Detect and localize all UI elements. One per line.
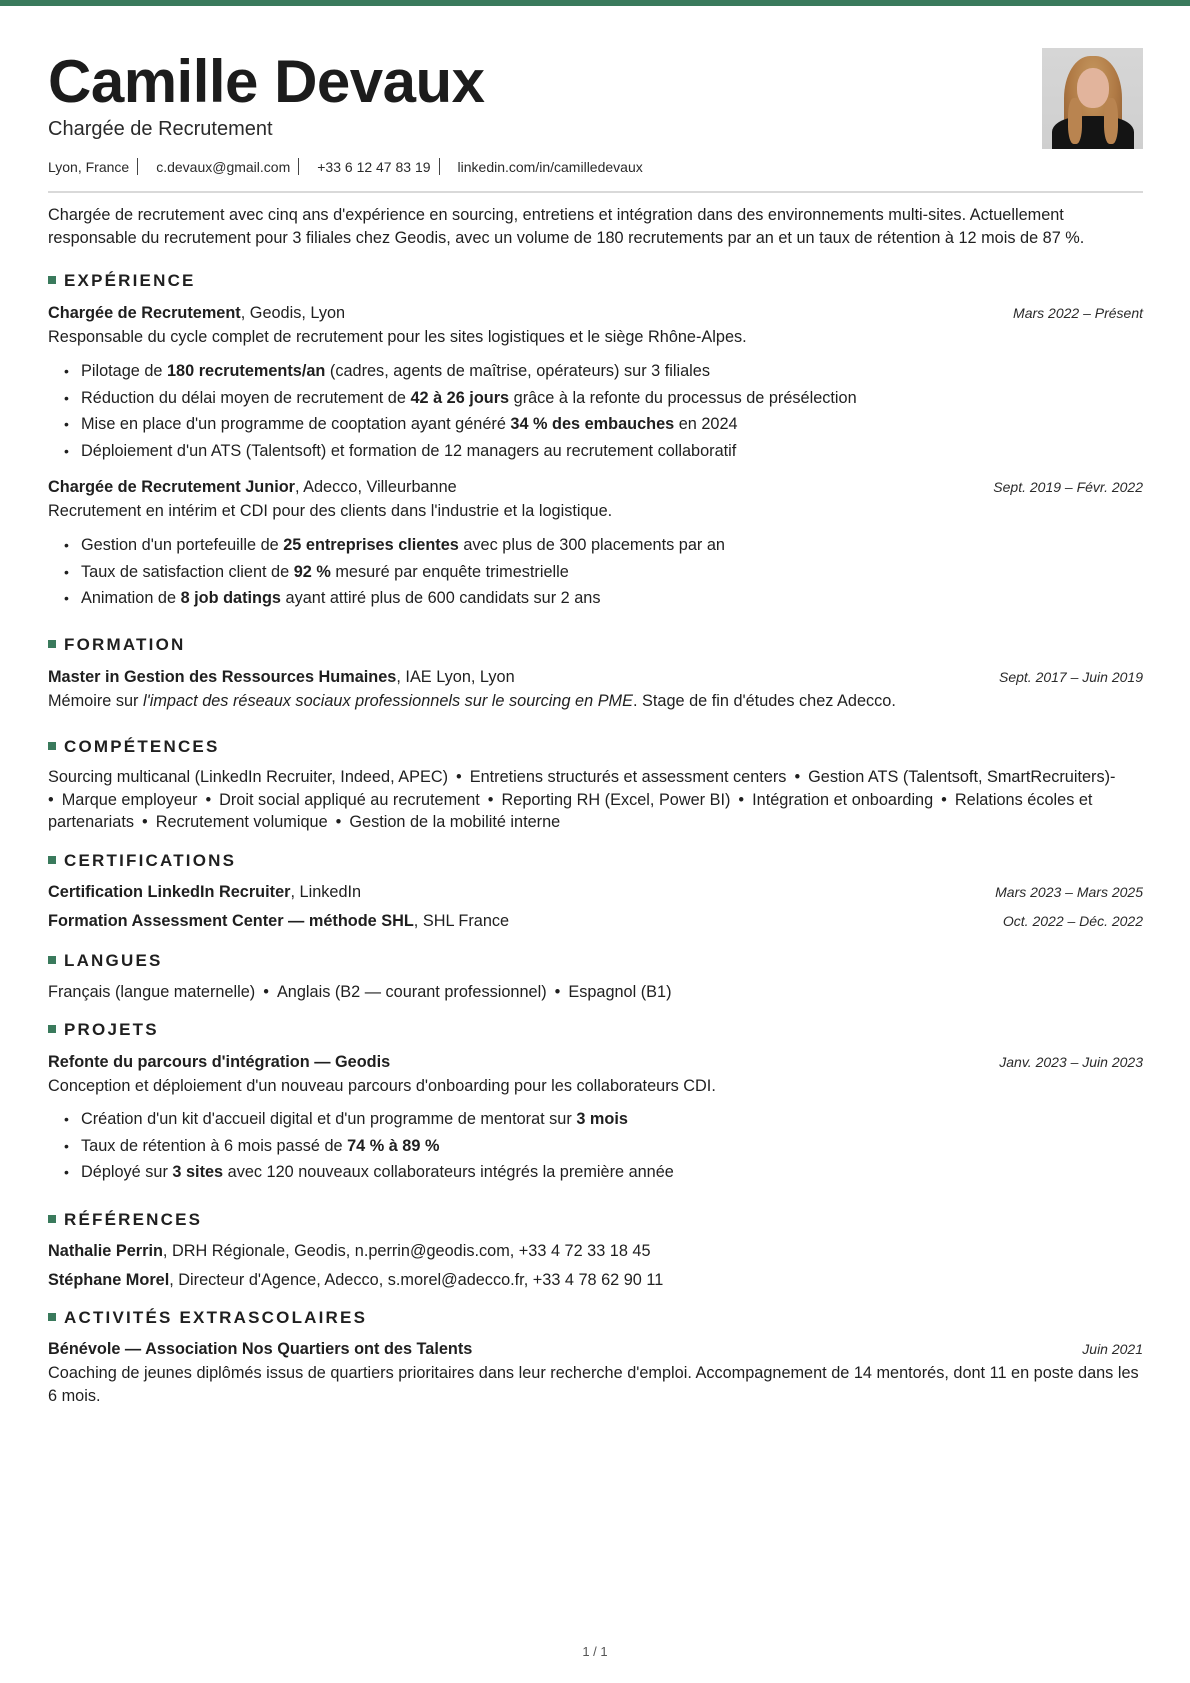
language-item: Espagnol (B1)	[568, 983, 672, 1001]
job-date: Sept. 2019 – Févr. 2022	[993, 479, 1143, 495]
project-description: Conception et déploiement d'un nouveau parcours d'onboarding pour les collaborateurs CDI.	[48, 1077, 716, 1095]
job-title: Chargée de Recrutement	[48, 304, 241, 322]
languages-list: Français (langue maternelle) • Anglais (B2 — courant professionnel) • Espagnol (B1)	[48, 983, 672, 1001]
education-date: Sept. 2017 – Juin 2019	[998, 669, 1143, 685]
section-marker-icon	[48, 1215, 56, 1223]
section-marker-icon	[48, 956, 56, 964]
activity-entry-header	[48, 1338, 1143, 1360]
skill-item: Recrutement volumique	[155, 813, 328, 831]
section-marker-icon	[48, 1025, 56, 1033]
job-bullets	[81, 358, 1141, 464]
section-marker-icon	[48, 742, 56, 750]
contact-location: Lyon, France	[48, 159, 130, 175]
certification-entry	[48, 881, 1143, 903]
section-title-certifications: CERTIFICATIONS	[48, 851, 236, 871]
section-title-references: RÉFÉRENCES	[48, 1210, 202, 1230]
bullet-item: • Pilotage de 180 recrutements/an (cadres, agents de maîtrise, opérateurs) sur 3 filiales	[81, 358, 1141, 385]
skill-item: Sourcing multicanal (LinkedIn Recruiter, Indeed, APEC)	[48, 768, 449, 786]
header-divider	[48, 191, 1143, 193]
section-title-education: FORMATION	[48, 635, 185, 655]
skill-item: Intégration et onboarding	[752, 790, 934, 809]
reference-name: Stéphane Morel	[48, 1271, 170, 1289]
resume-header	[48, 0, 1143, 193]
activity-name: Bénévole — Association Nos Quartiers ont des Talents	[48, 1340, 473, 1358]
job-entry-header	[48, 302, 1143, 324]
job-title: Chargée de Recrutement Junior	[48, 478, 295, 496]
divider	[298, 158, 299, 175]
education-entry-header	[48, 666, 1143, 688]
section-title-activities: ACTIVITÉS EXTRASCOLAIRES	[48, 1308, 367, 1328]
language-item: Français (langue maternelle)	[48, 983, 256, 1001]
project-name: Refonte du parcours d'intégration — Geodis	[48, 1053, 391, 1071]
education-description: Mémoire sur l'impact des réseaux sociaux professionnels sur le sourcing en PME. Stage de fin d'études chez Adecco.	[48, 692, 896, 710]
activity-date: Juin 2021	[1082, 1341, 1143, 1357]
certification-name: Certification LinkedIn Recruiter	[48, 883, 291, 901]
page-number: 1 / 1	[582, 1644, 608, 1659]
skill-item: Gestion ATS (Talentsoft, SmartRecruiters)-	[808, 768, 1116, 786]
contact-email[interactable]: c.devaux@gmail.com	[156, 159, 291, 175]
skill-item: Droit social appliqué au recrutement	[219, 790, 480, 809]
skill-item: Relations écoles et partenariats	[48, 790, 1093, 831]
bullet-item: • Mise en place d'un programme de cooptation ayant généré 34 % des embauches en 2024	[81, 411, 1141, 438]
section-marker-icon	[48, 856, 56, 864]
section-title-experience: EXPÉRIENCE	[48, 271, 196, 291]
bullet-item: • Taux de satisfaction client de 92 % mesuré par enquête trimestrielle	[81, 559, 1141, 586]
divider	[439, 158, 440, 175]
certification-date: Oct. 2022 – Déc. 2022	[1002, 913, 1143, 929]
activity-description: Coaching de jeunes diplômés issus de quartiers prioritaires dans leur recherche d'emploi. Accompagnement de 14 mentorés, dont 11 en poste dans les 6 mois.	[48, 1364, 1139, 1405]
bullet-item: • Déploiement d'un ATS (Talentsoft) et formation de 12 managers au recrutement collaboratif	[81, 438, 1141, 465]
school-name: , IAE Lyon, Lyon	[396, 668, 515, 686]
project-entry-header	[48, 1051, 1143, 1073]
bullet-item: • Réduction du délai moyen de recrutement de 42 à 26 jours grâce à la refonte du processus de présélection	[81, 385, 1141, 412]
project-bullets	[81, 1106, 1141, 1186]
bullet-item: • Déployé sur 3 sites avec 120 nouveaux collaborateurs intégrés la première année	[81, 1159, 1141, 1186]
profile-summary: Chargée de recrutement avec cinq ans d'expérience en sourcing, entretiens et intégration dans des environnements multi-sites. Actuellement responsable du recrutement pour 3 filiales chez Geodis, avec un volume de 180 recrutements par an et un taux de rétention à 12 mois de 87 %.	[48, 206, 1085, 247]
reference-entry	[48, 1269, 1143, 1291]
bullet-item: • Animation de 8 job datings ayant attiré plus de 600 candidats sur 2 ans	[81, 585, 1141, 612]
skill-item: Entretiens structurés et assessment centers	[469, 768, 787, 786]
photo-face	[1077, 68, 1109, 108]
contact-line	[48, 158, 643, 176]
job-description: Recrutement en intérim et CDI pour des clients dans l'industrie et la logistique.	[48, 502, 613, 520]
skill-item: Reporting RH (Excel, Power BI)	[501, 790, 731, 809]
reference-name: Nathalie Perrin	[48, 1242, 163, 1260]
language-item: Anglais (B2 — courant professionnel)	[276, 983, 547, 1001]
job-entry-header	[48, 476, 1143, 498]
skill-item: Marque employeur	[61, 790, 198, 809]
job-org: , Geodis, Lyon	[240, 304, 346, 322]
degree-name: Master in Gestion des Ressources Humaines	[48, 668, 397, 686]
reference-entry	[48, 1240, 1143, 1262]
bullet-item: • Taux de rétention à 6 mois passé de 74 % à 89 %	[81, 1133, 1141, 1160]
job-description: Responsable du cycle complet de recrutement pour les sites logistiques et le siège Rhône-Alpes.	[48, 328, 747, 346]
bullet-item: • Création d'un kit d'accueil digital et d'un programme de mentorat sur 3 mois	[81, 1106, 1141, 1133]
photo-body	[1052, 116, 1134, 149]
candidate-name: Camille Devaux	[48, 48, 485, 115]
divider	[137, 158, 138, 175]
photo-hair-left	[1068, 98, 1082, 144]
contact-linkedin[interactable]: linkedin.com/in/camilledevaux	[457, 159, 643, 175]
candidate-role: Chargée de Recrutement	[48, 118, 273, 140]
skill-item: Gestion de la mobilité interne	[349, 813, 561, 831]
certification-date: Mars 2023 – Mars 2025	[995, 884, 1143, 900]
photo-hair-right	[1104, 98, 1118, 144]
job-org: , Adecco, Villeurbanne	[295, 478, 457, 496]
section-title-projects: PROJETS	[48, 1020, 159, 1040]
certification-issuer: , LinkedIn	[290, 883, 362, 901]
certification-entry	[48, 910, 1143, 932]
resume-page	[48, 0, 1143, 1405]
bullet-item: • Gestion d'un portefeuille de 25 entreprises clientes avec plus de 300 placements par an	[81, 532, 1141, 559]
section-marker-icon	[48, 1313, 56, 1321]
section-title-languages: LANGUES	[48, 951, 163, 971]
reference-details: , DRH Régionale, Geodis, n.perrin@geodis.com, +33 4 72 33 18 45	[162, 1242, 651, 1260]
section-title-skills: COMPÉTENCES	[48, 737, 220, 757]
contact-phone[interactable]: +33 6 12 47 83 19	[317, 159, 431, 175]
section-marker-icon	[48, 640, 56, 648]
job-bullets	[81, 532, 1141, 612]
profile-photo	[1042, 48, 1143, 149]
certification-name: Formation Assessment Center — méthode SHL	[48, 912, 414, 930]
job-date: Mars 2022 – Présent	[1013, 305, 1143, 321]
skills-list: Sourcing multicanal (LinkedIn Recruiter, Indeed, APEC) • Entretiens structurés et assessment centers • Gestion ATS (Talentsoft, SmartRecruiters)- • Marque employeur • Droit social appliqué au recrutement • Reporting RH (Excel, Power BI) • Intégration et onboarding • Relations écoles et partenariats • Recrutement volumique • Gestion de la mobilité interne	[48, 768, 1116, 831]
reference-details: , Directeur d'Agence, Adecco, s.morel@adecco.fr, +33 4 78 62 90 11	[169, 1271, 664, 1289]
certification-issuer: , SHL France	[413, 912, 510, 930]
section-marker-icon	[48, 276, 56, 284]
project-date: Janv. 2023 – Juin 2023	[999, 1054, 1143, 1070]
